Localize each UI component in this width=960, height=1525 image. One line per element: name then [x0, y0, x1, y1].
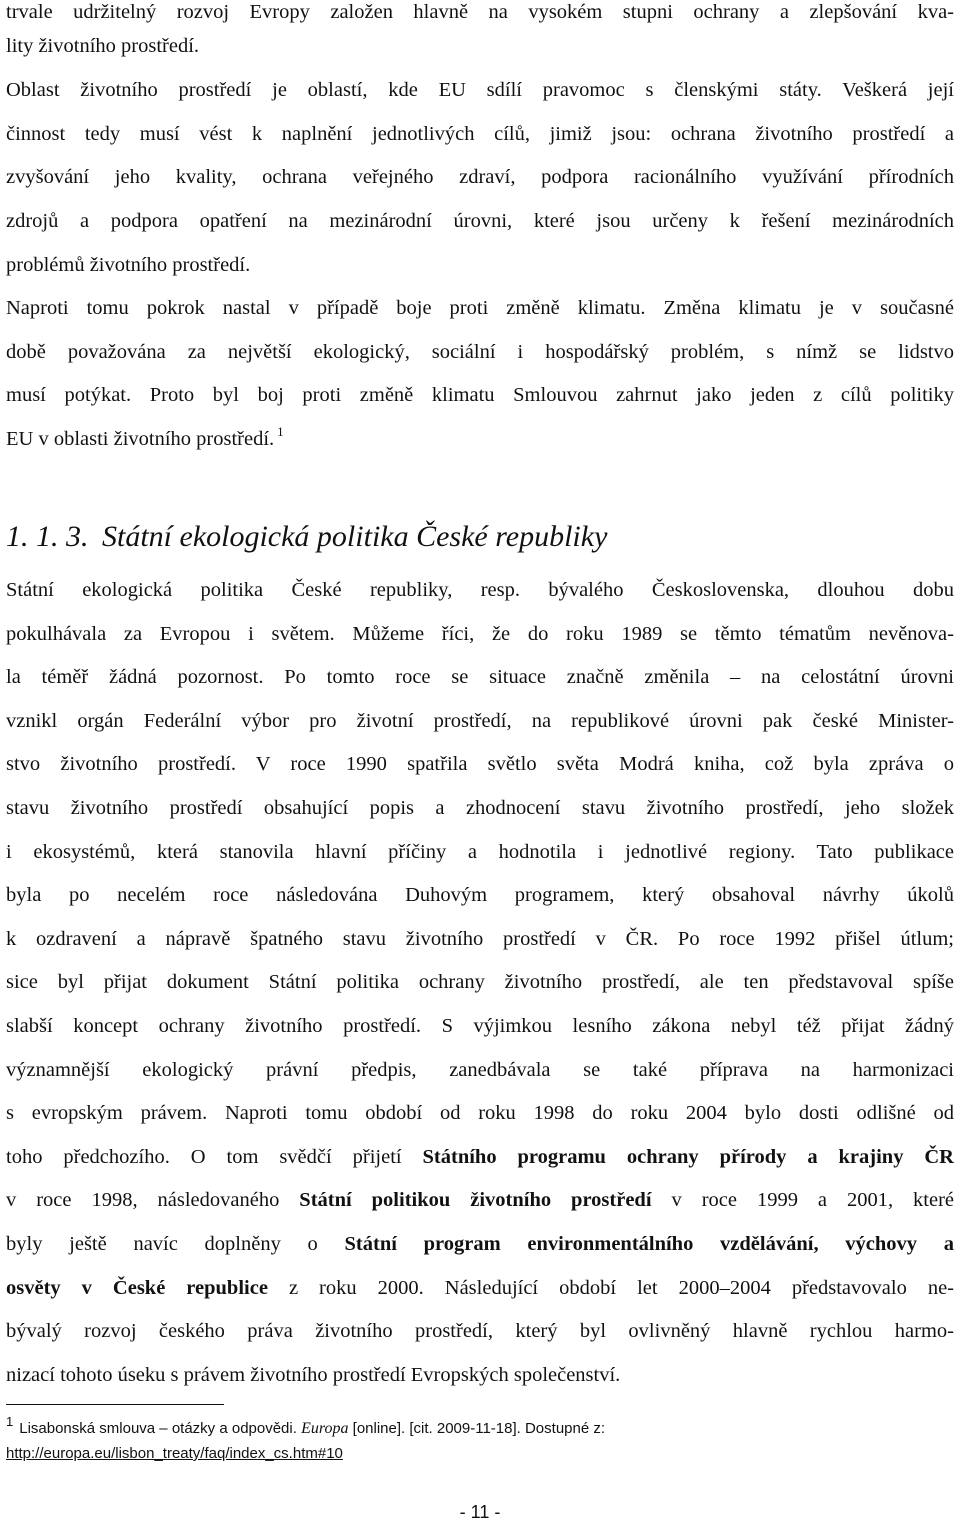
footnote-number: 1 [6, 1414, 14, 1429]
paragraph-line: Oblast životního prostředí je oblastí, kde EU sdílí pravomoc s členskými státy. Veškerá její [6, 79, 954, 101]
paragraph-line [6, 1276, 954, 1300]
line-text: toho předchozího. O tom svědčí přijetí [6, 1146, 423, 1168]
paragraph-line: bývalý rozvoj českého práva životního prostředí, který byl ovlivněný hlavně rychlou harmo- [6, 1320, 954, 1342]
line-text: byly ještě navíc doplněny o [6, 1233, 345, 1255]
footnote-link[interactable]: http://europa.eu/lisbon_treaty/faq/index_cs.htm#10 [6, 1445, 343, 1462]
page-number: - 11 - [459, 1502, 501, 1522]
paragraph-line: s evropským právem. Naproti tomu období od roku 1998 do roku 2004 bylo dosti odlišné od [6, 1102, 954, 1124]
paragraph-line: době považována za největší ekologický, sociální i hospodářský problém, s nímž se lidstvo [6, 341, 954, 363]
paragraph-line [6, 1188, 954, 1212]
footnote-text: [online]. [cit. 2009-11-18]. Dostupné z: [348, 1420, 606, 1437]
line-text: v roce 1999 a 2001, které [651, 1189, 955, 1211]
paragraph-line: k ozdravení a nápravě špatného stavu životního prostředí v ČR. Po roce 1992 přišel útlum; [6, 928, 954, 950]
footnote-text: Lisabonská smlouva – otázky a odpovědi. [19, 1420, 302, 1437]
footnote-reference[interactable]: 1 [277, 424, 284, 439]
bold-document-title: Státní program environmentálního vzdělávání, výchovy a [344, 1233, 954, 1255]
paragraph-line: problémů životního prostředí. [6, 254, 251, 276]
paragraph-line: sice byl přijat dokument Státní politika ochrany životního prostředí, ale ten představoval spíše [6, 971, 954, 993]
paragraph-line: musí potýkat. Proto byl boj proti změně klimatu Smlouvou zahrnut jako jeden z cílů politiky [6, 384, 954, 406]
footnote-url-line [6, 1444, 343, 1464]
paragraph-line: zdrojů a podpora opatření na mezinárodní úrovni, které jsou určeny k řešení mezinárodních [6, 210, 954, 232]
paragraph-line: činnost tedy musí vést k naplnění jednotlivých cílů, jimiž jsou: ochrana životního prostředí a [6, 123, 954, 145]
paragraph-line: zvyšování jeho kvality, ochrana veřejného zdraví, podpora racionálního využívání přírodních [6, 166, 954, 188]
paragraph-line: Státní ekologická politika České republiky, resp. bývalého Československa, dlouhou dobu [6, 579, 954, 601]
paragraph-line: významnější ekologický právní předpis, zanedbávala se také příprava na harmonizaci [6, 1059, 954, 1081]
section-title: Státní ekologická politika České republiky [102, 520, 608, 553]
paragraph-line [6, 1145, 954, 1169]
bold-document-title: Státního programu ochrany přírody a krajiny ČR [422, 1146, 954, 1168]
footnote-source-title: Europa [301, 1420, 349, 1437]
line-text: v roce 1998, následovaného [6, 1189, 300, 1211]
section-heading [6, 519, 607, 555]
paragraph-line: trvale udržitelný rozvoj Evropy založen hlavně na vysokém stupni ochrany a zlepšování kva- [6, 1, 954, 23]
paragraph-line: i ekosystémů, která stanovila hlavní příčiny a hodnotila i jednotlivé regiony. Tato publikace [6, 841, 954, 863]
line-text: z roku 2000. Následující období let 2000–2004 představovalo ne- [267, 1277, 955, 1299]
paragraph-line: pokulhávala za Evropou i světem. Můžeme říci, že do roku 1989 se těmto tématům nevěnova- [6, 623, 954, 645]
paragraph-line: slabší koncept ochrany životního prostředí. S výjimkou lesního zákona nebyl též přijat žádný [6, 1015, 954, 1037]
paragraph-line: nizací tohoto úseku s právem životního prostředí Evropských společenství. [6, 1364, 621, 1386]
paragraph-line: Naproti tomu pokrok nastal v případě boje proti změně klimatu. Změna klimatu je v současné [6, 297, 954, 319]
bold-document-title: Státní politikou životního prostředí [299, 1189, 652, 1211]
footnote [6, 1414, 606, 1439]
paragraph-line [6, 424, 284, 451]
paragraph-line: stavu životního prostředí obsahující popis a zhodnocení stavu životního prostředí, jeho složek [6, 797, 954, 819]
paragraph-line [6, 1232, 954, 1256]
paragraph-line: lity životního prostředí. [6, 35, 200, 57]
paragraph-line: la téměř žádná pozornost. Po tomto roce se situace značně změnila – na celostátní úrovni [6, 666, 954, 688]
section-number: 1. 1. 3. [6, 520, 89, 553]
line-text: EU v oblasti životního prostředí. [6, 428, 275, 450]
paragraph-line: vznikl orgán Federální výbor pro životní prostředí, na republikové úrovni pak české Minister- [6, 710, 954, 732]
paragraph-line: byla po necelém roce následována Duhovým programem, který obsahoval návrhy úkolů [6, 884, 954, 906]
footnote-divider [6, 1404, 224, 1405]
paragraph-line: stvo životního prostředí. V roce 1990 spatřila světlo světa Modrá kniha, což byla zpráva o [6, 753, 954, 775]
bold-document-title: osvěty v České republice [6, 1277, 268, 1299]
